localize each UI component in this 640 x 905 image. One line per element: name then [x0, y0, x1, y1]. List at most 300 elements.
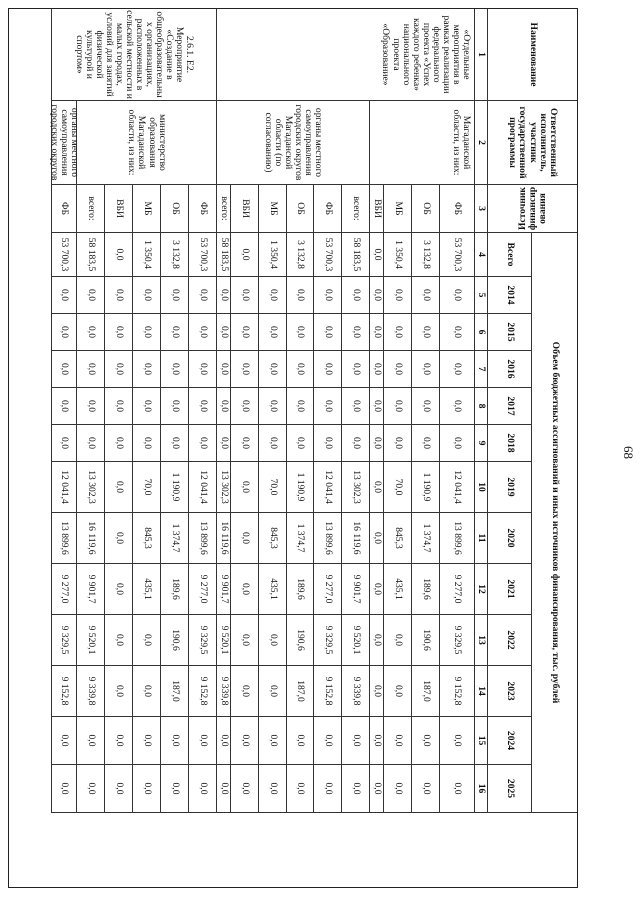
value-cell-text: 0,0: [322, 326, 334, 338]
header-name: [487, 9, 577, 101]
value-cell: [341, 388, 369, 425]
header-source-text: Источник финансирования: [516, 186, 548, 231]
value-cell-text: 0,0: [420, 437, 432, 449]
value-cell-text: 0,0: [85, 437, 97, 449]
value-cell: [230, 765, 258, 813]
value-cell-text: 0,0: [267, 400, 279, 412]
source-cell: [341, 185, 369, 233]
value-cell: [258, 666, 286, 717]
value-cell-text: 0,0: [267, 289, 279, 301]
value-cell: [51, 314, 76, 351]
column-number: [474, 425, 487, 462]
value-cell-text: 0,0: [141, 685, 153, 697]
value-cell: [411, 462, 439, 513]
value-cell-text: 0,0: [141, 289, 153, 301]
value-cell: [188, 277, 216, 314]
value-cell-text: 0,0: [59, 782, 71, 795]
value-cell-text: 0,0: [197, 326, 209, 338]
value-cell: [51, 765, 76, 813]
value-cell: [104, 717, 132, 765]
column-number: [474, 717, 487, 765]
value-cell-text: 9 329,5: [197, 625, 209, 655]
value-cell-text: 0,0: [392, 363, 404, 375]
value-cell-text: 58 183,5: [350, 237, 362, 272]
value-cell: [160, 564, 188, 615]
header-year: [487, 513, 531, 564]
value-cell: [230, 462, 258, 513]
column-number: [474, 101, 487, 185]
source-cell: [104, 185, 132, 233]
value-cell-text: 0,0: [392, 734, 404, 747]
column-number: [474, 462, 487, 513]
source-cell: [313, 185, 341, 233]
executor-local-authorities-text: органы местного самоуправления городских округов Магаданской области (по согласованию): [262, 104, 325, 181]
value-cell-text: 0,0: [59, 326, 71, 338]
value-cell-text: 0,0: [218, 289, 230, 301]
value-cell-text: 9 152,8: [59, 676, 71, 706]
value-cell: [76, 425, 104, 462]
value-cell-text: 0,0: [420, 782, 432, 795]
value-cell-text: 0,0: [350, 363, 362, 375]
value-cell: [132, 564, 160, 615]
executor-ministry: [76, 101, 216, 185]
header-executor: [487, 101, 577, 185]
value-cell-text: 3 132,8: [169, 240, 181, 269]
value-cell-text: 0,0: [392, 634, 404, 646]
source-cell-text: ВБИ: [371, 199, 383, 218]
value-cell-text: 53 700,3: [197, 237, 209, 272]
value-cell: [51, 513, 76, 564]
header-year: [487, 615, 531, 666]
header-funding: [531, 233, 577, 813]
value-cell: [188, 388, 216, 425]
value-cell-text: 0,0: [113, 583, 125, 595]
value-cell: [76, 351, 104, 388]
value-cell: [230, 666, 258, 717]
value-cell-text: 0,0: [452, 400, 464, 412]
value-cell: [383, 277, 411, 314]
value-cell: [132, 351, 160, 388]
value-cell: [411, 351, 439, 388]
value-cell: [76, 765, 104, 813]
value-cell-text: 9 277,0: [197, 574, 209, 604]
value-cell: [286, 666, 313, 717]
value-cell: [216, 765, 230, 813]
value-cell-text: 13 899,6: [59, 521, 71, 555]
value-cell-text: 189,6: [295, 578, 307, 600]
header-year: [487, 277, 531, 314]
value-cell: [51, 615, 76, 666]
value-cell: [411, 388, 439, 425]
value-cell: [369, 314, 383, 351]
header-year: [487, 388, 531, 425]
header-year-text: 2020: [504, 528, 516, 548]
value-cell: [341, 513, 369, 564]
column-number-text: 12: [476, 584, 488, 594]
value-cell: [369, 277, 383, 314]
value-cell-text: 1 374,7: [169, 523, 181, 553]
value-cell: [411, 564, 439, 615]
source-cell: [439, 185, 474, 233]
value-cell-text: 0,0: [239, 734, 251, 747]
header-name-text: Наименование: [527, 22, 539, 87]
value-cell-text: 0,0: [371, 634, 383, 646]
source-cell-text: всего:: [350, 196, 362, 221]
value-cell-text: 0,0: [239, 289, 251, 301]
value-cell-text: 0,0: [169, 363, 181, 375]
value-cell: [51, 425, 76, 462]
value-cell: [341, 666, 369, 717]
value-cell-text: 0,0: [452, 734, 464, 747]
value-cell: [132, 388, 160, 425]
value-cell: [104, 564, 132, 615]
value-cell: [216, 388, 230, 425]
value-cell: [160, 233, 188, 277]
value-cell-text: 13 302,3: [85, 470, 97, 504]
header-funding-text: Объем бюджетных ассигнований и иных источников финансирования, тыс. рублей: [549, 341, 561, 704]
value-cell: [188, 425, 216, 462]
value-cell: [132, 462, 160, 513]
value-cell-text: 0,0: [85, 363, 97, 375]
value-cell: [51, 277, 76, 314]
value-cell-text: 0,0: [218, 326, 230, 338]
value-cell-text: 0,0: [371, 532, 383, 544]
value-cell: [313, 765, 341, 813]
value-cell-text: 1 374,7: [420, 523, 432, 553]
value-cell: [104, 765, 132, 813]
value-cell-text: 0,0: [113, 734, 125, 747]
value-cell: [76, 233, 104, 277]
value-cell: [286, 388, 313, 425]
value-cell-text: 190,6: [169, 629, 181, 651]
value-cell-text: 1 374,7: [295, 523, 307, 553]
value-cell-text: 0,0: [267, 685, 279, 697]
value-cell-text: 0,0: [392, 685, 404, 697]
value-cell-text: 0,0: [141, 437, 153, 449]
value-cell: [188, 615, 216, 666]
source-cell-text: всего:: [218, 196, 230, 221]
value-cell: [160, 615, 188, 666]
value-cell-text: 0,0: [322, 734, 334, 747]
value-cell-text: 0,0: [141, 326, 153, 338]
value-cell-text: 0,0: [295, 734, 307, 747]
value-cell-text: 0,0: [141, 734, 153, 747]
header-total-text: Всего: [504, 242, 516, 267]
value-cell: [383, 462, 411, 513]
value-cell: [258, 717, 286, 765]
value-cell: [383, 351, 411, 388]
value-cell: [439, 717, 474, 765]
value-cell-text: 0,0: [392, 782, 404, 795]
value-cell-text: 845,3: [392, 527, 404, 549]
value-cell: [411, 513, 439, 564]
value-cell-text: 0,0: [371, 782, 383, 795]
value-cell-text: 0,0: [371, 289, 383, 301]
value-cell-text: 0,0: [141, 634, 153, 646]
value-cell: [160, 314, 188, 351]
value-cell-text: 0,0: [169, 400, 181, 412]
value-cell-text: 0,0: [295, 437, 307, 449]
value-cell-text: 0,0: [295, 782, 307, 795]
value-cell: [313, 564, 341, 615]
column-number: [474, 666, 487, 717]
value-cell-text: 0,0: [85, 782, 97, 795]
value-cell: [439, 666, 474, 717]
value-cell: [313, 717, 341, 765]
value-cell-text: 9 152,8: [197, 676, 209, 706]
value-cell-text: 9 520,1: [350, 625, 362, 655]
value-cell: [439, 351, 474, 388]
value-cell: [286, 513, 313, 564]
value-cell: [230, 388, 258, 425]
value-cell-text: 0,0: [239, 532, 251, 544]
value-cell: [188, 233, 216, 277]
value-cell: [104, 666, 132, 717]
value-cell: [188, 462, 216, 513]
column-number-text: 4: [476, 252, 488, 257]
value-cell: [76, 462, 104, 513]
value-cell: [286, 615, 313, 666]
value-cell: [439, 765, 474, 813]
value-cell-text: 12 041,4: [322, 470, 334, 504]
value-cell-text: 70,0: [392, 478, 404, 496]
value-cell: [51, 666, 76, 717]
column-number: [474, 564, 487, 615]
value-cell-text: 12 041,4: [452, 470, 464, 504]
value-cell: [160, 513, 188, 564]
value-cell: [383, 425, 411, 462]
value-cell: [411, 277, 439, 314]
header-year: [487, 425, 531, 462]
value-cell-text: 435,1: [267, 578, 279, 600]
value-cell: [341, 717, 369, 765]
column-number-text: 3: [476, 206, 488, 211]
value-cell-text: 0,0: [239, 326, 251, 338]
value-cell: [230, 351, 258, 388]
value-cell: [341, 425, 369, 462]
value-cell-text: 0,0: [420, 400, 432, 412]
value-cell-text: 9 277,0: [452, 574, 464, 604]
value-cell-text: 0,0: [169, 289, 181, 301]
source-cell: [286, 185, 313, 233]
value-cell-text: 1 190,9: [420, 472, 432, 502]
header-total: [487, 233, 531, 277]
source-cell-text: ОБ: [295, 202, 307, 215]
value-cell-text: 0,0: [218, 437, 230, 449]
header-year: [487, 765, 531, 813]
value-cell: [313, 462, 341, 513]
header-year-text: 2019: [504, 477, 516, 497]
value-cell-text: 0,0: [267, 326, 279, 338]
column-number-text: 10: [476, 482, 488, 492]
column-number-text: 11: [476, 533, 488, 543]
value-cell-text: 9 520,1: [218, 625, 230, 655]
value-cell: [411, 615, 439, 666]
value-cell-text: 0,0: [267, 782, 279, 795]
header-year-text: 2024: [504, 730, 516, 751]
value-cell-text: 0,0: [169, 437, 181, 449]
page-number: 68: [621, 446, 636, 459]
item-name-first-text: «Отдельные мероприятия в рамках реализации федерального проекта «Успех каждого ребенка» национального проекта «Образование»: [380, 15, 472, 94]
value-cell: [51, 564, 76, 615]
value-cell: [132, 615, 160, 666]
source-cell: [383, 185, 411, 233]
value-cell: [258, 462, 286, 513]
item-name-second: [51, 9, 216, 101]
value-cell: [341, 615, 369, 666]
value-cell: [383, 666, 411, 717]
header-year: [487, 666, 531, 717]
value-cell-text: 187,0: [295, 680, 307, 702]
column-number: [474, 513, 487, 564]
value-cell-text: 0,0: [169, 782, 181, 795]
value-cell-text: 0,0: [295, 400, 307, 412]
source-cell: [230, 185, 258, 233]
header-year-text: 2023: [504, 681, 516, 701]
value-cell: [230, 425, 258, 462]
value-cell-text: 0,0: [420, 363, 432, 375]
value-cell: [216, 351, 230, 388]
value-cell-text: 0,0: [141, 400, 153, 412]
column-number: [474, 765, 487, 813]
value-cell-text: 0,0: [59, 437, 71, 449]
value-cell-text: 0,0: [350, 289, 362, 301]
value-cell: [313, 233, 341, 277]
value-cell-text: 0,0: [239, 782, 251, 795]
value-cell: [258, 314, 286, 351]
value-cell-text: 0,0: [371, 326, 383, 338]
value-cell: [439, 233, 474, 277]
value-cell: [383, 388, 411, 425]
executor-region-text: Магаданской области, из них:: [450, 109, 472, 176]
value-cell: [286, 277, 313, 314]
value-cell-text: 0,0: [350, 437, 362, 449]
value-cell: [104, 351, 132, 388]
value-cell-text: 0,0: [197, 782, 209, 795]
value-cell-text: 0,0: [197, 363, 209, 375]
value-cell-text: 0,0: [452, 326, 464, 338]
value-cell: [313, 615, 341, 666]
value-cell-text: 12 041,4: [197, 470, 209, 504]
value-cell-text: 0,0: [85, 289, 97, 301]
value-cell-text: 0,0: [350, 326, 362, 338]
value-cell: [51, 462, 76, 513]
financing-table: [8, 8, 578, 888]
value-cell: [160, 765, 188, 813]
value-cell-text: 0,0: [113, 363, 125, 375]
value-cell-text: 0,0: [197, 734, 209, 747]
value-cell-text: 187,0: [420, 680, 432, 702]
value-cell: [188, 564, 216, 615]
value-cell-text: 13 899,6: [322, 521, 334, 555]
source-cell: [369, 185, 383, 233]
column-number-text: 2: [476, 140, 488, 145]
value-cell: [286, 351, 313, 388]
value-cell-text: 0,0: [141, 363, 153, 375]
value-cell: [188, 765, 216, 813]
value-cell: [76, 666, 104, 717]
value-cell-text: 0,0: [371, 363, 383, 375]
value-cell: [286, 425, 313, 462]
value-cell: [51, 233, 76, 277]
value-cell: [411, 425, 439, 462]
value-cell: [313, 513, 341, 564]
value-cell: [258, 564, 286, 615]
source-cell-text: МБ: [392, 201, 404, 216]
value-cell: [313, 425, 341, 462]
header-executor-text: Ответственный исполнитель, участник государственной программы: [507, 106, 559, 179]
executor-ministry-text: министерство образования Магаданской области, из них:: [126, 109, 168, 176]
value-cell: [160, 462, 188, 513]
value-cell: [411, 314, 439, 351]
value-cell: [104, 513, 132, 564]
source-cell-text: ВБИ: [239, 199, 251, 218]
executor-local-authorities: [216, 101, 369, 185]
value-cell-text: 9 152,8: [322, 676, 334, 706]
value-cell-text: 1 350,4: [267, 240, 279, 269]
header-year-text: 2025: [504, 778, 516, 799]
value-cell: [369, 351, 383, 388]
header-year: [487, 564, 531, 615]
value-cell: [76, 717, 104, 765]
source-cell: [258, 185, 286, 233]
value-cell-text: 0,0: [371, 583, 383, 595]
value-cell-text: 0,0: [59, 363, 71, 375]
column-number-text: 8: [476, 403, 488, 409]
value-cell: [230, 717, 258, 765]
value-cell-text: 189,6: [420, 578, 432, 600]
value-cell: [313, 314, 341, 351]
value-cell-text: 9 329,5: [452, 625, 464, 655]
value-cell: [369, 233, 383, 277]
value-cell: [313, 277, 341, 314]
value-cell-text: 0,0: [350, 400, 362, 412]
value-cell: [258, 233, 286, 277]
value-cell: [230, 314, 258, 351]
source-cell-text: всего:: [85, 196, 97, 221]
value-cell: [188, 513, 216, 564]
value-cell: [439, 513, 474, 564]
value-cell: [286, 717, 313, 765]
value-cell-text: 0,0: [218, 734, 230, 747]
value-cell-text: 0,0: [420, 326, 432, 338]
value-cell: [258, 388, 286, 425]
header-year-text: 2021: [504, 579, 516, 599]
value-cell: [439, 462, 474, 513]
column-number: [474, 233, 487, 277]
header-source: [487, 185, 577, 233]
value-cell: [383, 513, 411, 564]
column-number: [474, 314, 487, 351]
column-number: [474, 277, 487, 314]
value-cell-text: 0,0: [267, 634, 279, 646]
value-cell-text: 0,0: [239, 583, 251, 595]
value-cell-text: 0,0: [392, 289, 404, 301]
value-cell-text: 0,0: [113, 782, 125, 795]
value-cell: [369, 717, 383, 765]
value-cell: [188, 314, 216, 351]
value-cell-text: 16 119,6: [350, 521, 362, 555]
value-cell-text: 0,0: [371, 481, 383, 493]
value-cell: [369, 388, 383, 425]
value-cell-text: 70,0: [267, 478, 279, 496]
value-cell-text: 187,0: [169, 680, 181, 702]
value-cell-text: 1 190,9: [295, 472, 307, 502]
value-cell-text: 0,0: [113, 634, 125, 646]
column-number-text: 14: [476, 686, 488, 696]
value-cell: [258, 277, 286, 314]
column-number: [474, 9, 487, 101]
